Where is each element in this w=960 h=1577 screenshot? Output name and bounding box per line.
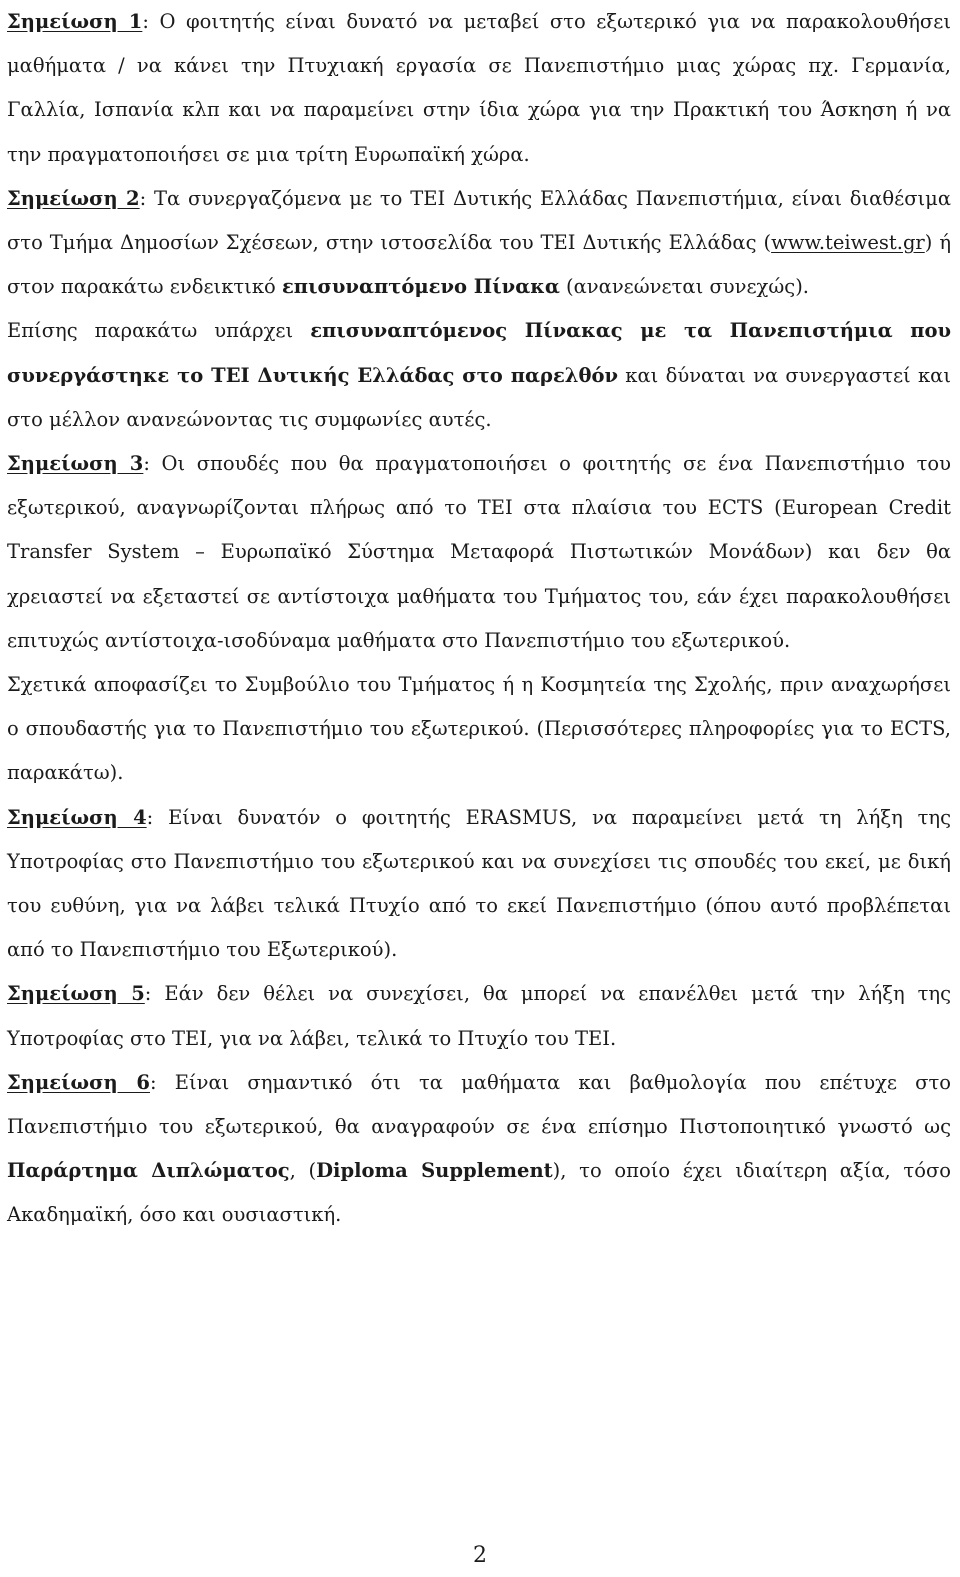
note-2-paragraph — [7, 177, 951, 310]
document-page — [7, 0, 951, 1238]
note-2-label: Σημείωση 2 — [7, 186, 140, 210]
note-6-text-a: : Είναι σημαντικό ότι τα μαθήματα και βαθμολογία που επέτυχε στο Πανεπιστήμιο του εξωτερικού, θα αναγραφούν σε ένα επίσημο Πιστοποιητικό γνωστό ως — [7, 1070, 951, 1139]
note-3-text: : Οι σπουδές που θα πραγματοποιήσει ο φοιτητής σε ένα Πανεπιστήμιο του εξωτερικού, αναγνωρίζονται πλήρως από το ΤΕΙ στα πλαίσια του ECTS (European Credit Transfer System – Ευρωπαϊκό Σύστημα Μεταφορά Πιστωτικών Μονάδων) και δεν θα χρειαστεί να εξεταστεί σε αντίστοιχα μαθήματα του Τμήματος του, εάν έχει παρακολουθήσει επιτυχώς αντίστοιχα-ισοδύναμα μαθήματα στο Πανεπιστήμιο του εξωτερικού. — [7, 452, 951, 652]
note-2-additional-paragraph — [7, 309, 951, 442]
note-1-text: : Ο φοιτητής είναι δυνατό να μεταβεί στο εξωτερικό για να παρακολουθήσει μαθήματα / να κάνει την Πτυχιακή εργασία σε Πανεπιστήμιο μιας χώρας πχ. Γερμανία, Γαλλία, Ισπανία κλπ και να παραμείνει στην ίδια χώρα για την Πρακτική του Άσκηση ή να την πραγματοποιήσει σε μια τρίτη Ευρωπαϊκή χώρα. — [7, 10, 951, 166]
note-4-paragraph — [7, 796, 951, 973]
note-4-label: Σημείωση 4 — [7, 805, 147, 829]
note-5-text: : Εάν δεν θέλει να συνεχίσει, θα μπορεί να επανέλθει μετά την λήξη της Υποτροφίας στο ΤΕΙ, για να λάβει, τελικά το Πτυχίο του ΤΕΙ. — [7, 982, 952, 1050]
note-4-text: : Είναι δυνατόν ο φοιτητής ERASMUS, να παραμείνει μετά τη λήξη της Υποτροφίας στο Πανεπιστήμιο του εξωτερικού και να συνεχίσει τις σπουδές του εκεί, με δική του ευθύνη, για να λάβει τελικά Πτυχίο από το εκεί Πανεπιστήμιο (όπου αυτό προβλέπεται από το Πανεπιστήμιο του Εξωτερικού). — [7, 805, 951, 962]
note-6-paragraph — [7, 1061, 951, 1238]
teiwest-link[interactable]: www.teiwest.gr — [771, 231, 925, 255]
page-number: 2 — [473, 1543, 487, 1568]
note-3-label: Σημείωση 3 — [7, 452, 144, 476]
note-1-label: Σημείωση 1 — [7, 10, 143, 33]
diploma-supplement-greek: Παράρτημα Διπλώματος — [7, 1159, 290, 1183]
attached-table-reference: επισυναπτόμενο Πίνακα — [281, 275, 560, 299]
note-6-text-c: ), το οποίο έχει ιδιαίτερη αξία, τόσο Ακαδημαϊκή, όσο και ουσιαστική. — [7, 1159, 951, 1227]
note-6-label: Σημείωση 6 — [7, 1070, 150, 1094]
note-5-paragraph — [7, 972, 951, 1060]
note-2b-text-a: Επίσης παρακάτω υπάρχει — [7, 319, 311, 343]
note-3-additional-paragraph — [7, 663, 951, 796]
note-2b-text-b: και δύναται να συνεργαστεί και στο μέλλον ανανεώνοντας τις συμφωνίες αυτές. — [7, 363, 951, 431]
diploma-supplement-english: Diploma Supplement — [316, 1159, 553, 1183]
note-3b-text: Σχετικά αποφασίζει το Συμβούλιο του Τμήματος ή η Κοσμητεία της Σχολής, πριν αναχωρήσει ο σπουδαστής για το Πανεπιστήμιο του εξωτερικού. (Περισσότερες πληροφορίες για το ECTS, παρακάτω). — [7, 673, 951, 785]
note-6-text-b: , ( — [289, 1159, 317, 1183]
note-2-text-a: : Τα συνεργαζόμενα με το ΤΕΙ Δυτικής Ελλάδας Πανεπιστήμια, είναι διαθέσιμα στο Τμήμα Δημοσίων Σχέσεων, στην ιστοσελίδα του ΤΕΙ Δυτικής Ελλάδας ( — [7, 186, 951, 255]
note-5-label: Σημείωση 5 — [7, 982, 145, 1006]
note-1-paragraph — [7, 0, 951, 177]
note-2-text-b: ) ή στον παρακάτω ενδεικτικό — [7, 231, 951, 299]
note-2-text-c: (ανανεώνεται συνεχώς). — [559, 275, 810, 299]
note-3-paragraph — [7, 442, 951, 663]
past-partners-table-reference: επισυναπτόμενος Πίνακας με τα Πανεπιστήμια που συνεργάστηκε το ΤΕΙ Δυτικής Ελλάδας στο παρελθόν — [7, 319, 952, 387]
